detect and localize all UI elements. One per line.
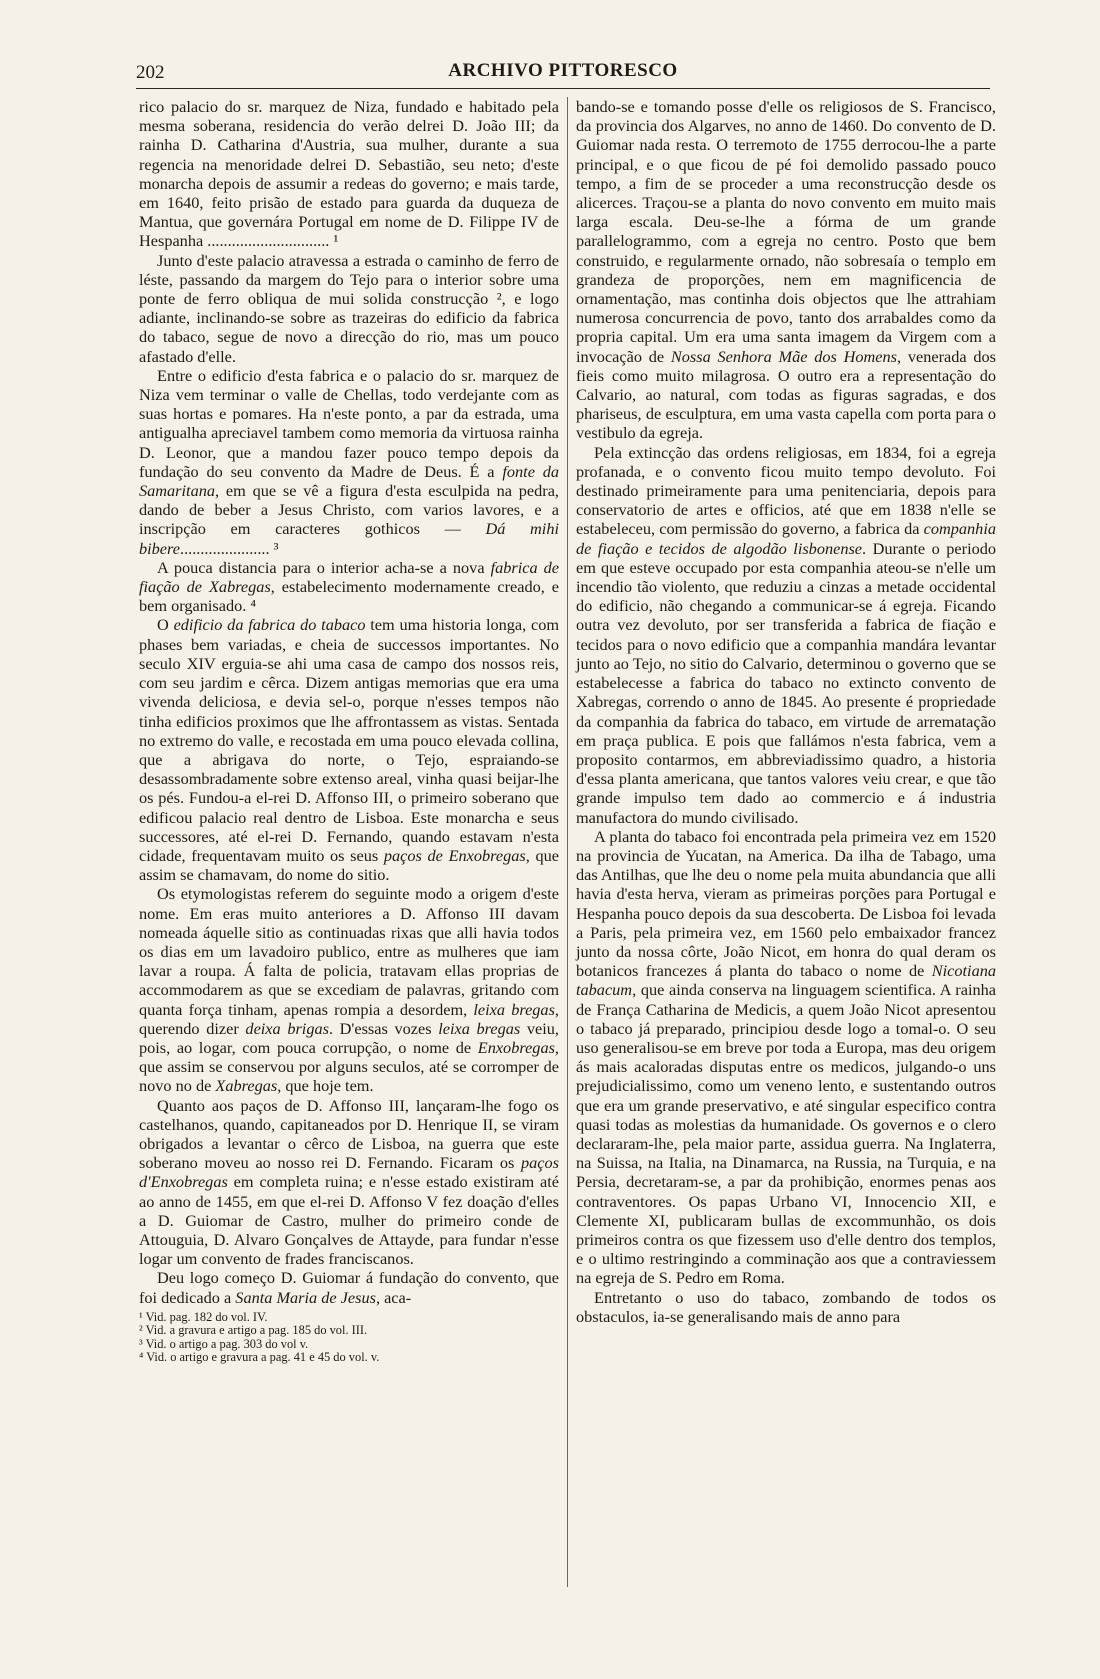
italic-term: leixa bregas <box>473 999 555 1019</box>
footnote: ³ Vid. o artigo a pag. 303 do vol v. <box>139 1336 309 1351</box>
paragraph: A pouca distancia para o interior acha-se a nova fabrica de fiação de Xabregas, estabelecimento modernamente creado, e bem organisado. ⁴ <box>139 557 559 616</box>
italic-term: fabrica de fiação de Xabregas <box>139 557 559 597</box>
paragraph: A planta do tabaco foi encontrada pela primeira vez em 1520 na provincia de Yucatan, na America. Da ilha de Tabago, uma das Antilhas, que lhe deu o nome pela muita abundancia que alli havia d'esta herva, vieram as primeiras porções para Portugal e Hespanha pouco depois da sua descoberta. De Lisboa foi levada a Paris, pela primeira vez, em 1560 pelo embaixador francez junto da nossa côrte, João Nicot, em honra do qual deram os botanicos francezes á planta do tabaco o nome de Nicotiana tabacum, que ainda conserva na linguagem scientifica. A rainha de França Catharina de Medicis, a quem João Nicot apresentou o tabaco já preparado, principiou desde logo a tomal-o. O seu uso generalisou-se em breve por toda a Europa, mas deu origem ás mais acaloradas disputas entre os medicos, julgando-o uns prejudicialissimo, como um veneno lento, e sustentando outros que era um grande preservativo, e até singular especifico contra quasi todas as molestias da humanidade. Os governos e o clero declararam-lhe, pela maior parte, assidua guerra. Na Inglaterra, na Suissa, na Italia, na Dinamarca, na Russia, na Turquia, e na Persia, decretaram-se, a par da prohibição, enormes penas aos contraventores. Os papas Urbano VI, Innocencio XII, e Clemente XI, publicaram bullas de excommunhão, os dois primeiros contra os que fizessem uso d'elle dentro dos templos, e o ultimo restringindo a comminação aos que a contraviessem na egreja de S. Pedro em Roma. <box>576 826 996 1288</box>
italic-term: Dá mihi bibere <box>139 519 559 558</box>
italic-term: Nicotiana tabacum <box>576 961 996 1000</box>
paragraph: rico palacio do sr. marquez de Niza, fundado e habitado pela mesma soberana, residencia do verão delrei D. João III; da rainha D. Catharina d'Austria, sua mulher, durante a sua regencia na menoridade delrei D. Sebastião, seu neto; d'este monarcha depois de assumir a redeas do governo; e mais tarde, em 1640, feito prisão de estado para guarda da duqueza de Mantua, que governára Portugal em nome de D. Filippe IV de Hespanha .............................. ¹ <box>139 97 559 251</box>
right-column <box>576 97 996 1326</box>
italic-term: companhia de fiação e tecidos de algodão lisbonense <box>576 519 996 558</box>
italic-term: deixa brigas <box>245 1018 329 1038</box>
paragraph: O edificio da fabrica do tabaco tem uma historia longa, com phases bem variadas, e cheia de successos importantes. No seculo XIV erguia-se ahi uma casa de campo dos nossos reis, com seu jardim e cêrca. Dizem antigas memorias que era uma vivenda deliciosa, e devia sel-o, porque n'esses tempos não tinha edificios proximos que lhe affrontassem as vistas. Sentada no extremo do valle, e recostada em uma pouco elevada collina, que a abrigava do norte, o Tejo, espraiando-se desassombradamente sobre extenso areal, vinha quasi beijar-lhe os pés. Fundou-a el-rei D. Affonso III, o primeiro soberano que edificou palacio real dentro de Lisboa. Este monarcha e seus successores, até el-rei D. Fernando, quando estavam n'esta cidade, frequentavam muito os seus paços de Enxobregas, que assim se chamavam, do nome do sitio. <box>139 615 560 885</box>
paragraph: bando-se e tomando posse d'elle os religiosos de S. Francisco, da provincia dos Algarves, no anno de 1460. Do convento de D. Guiomar nada resta. O terremoto de 1755 derrocou-lhe a parte principal, e o que ficou de pé foi demolido passado pouco tempo, a fim de se proceder a uma reconstrucção desde os alicerces. Traçou-se a planta do novo convento em muito mais larga escala. Deu-se-lhe a fórma de um grande parallelogrammo, com a egreja no centro. Posto que bem construido, e regularmente ornado, não sobresaía o templo em grandeza de proporções, nem em magnificencia de ornamentação, mas continha dois objectos que lhe attrahiam numerosa concurrencia de povo, tanto dos arrabaldes como da propria capital. Um era uma santa imagem da Virgem com a invocação de Nossa Senhora Mãe dos Homens, venerada dos fieis como muito milagrosa. O outro era a representação do Calvario, ao natural, com todas as figuras sagradas, e dos phariseus, de esculptura, em uma vasta capella com porta para o vestibulo da egreja. <box>576 97 997 443</box>
italic-term: Xabregas <box>215 1076 278 1096</box>
italic-term: Enxobregas <box>477 1037 555 1057</box>
paragraph: Quanto aos paços de D. Affonso III, lançaram-lhe fogo os castelhanos, quando, capitaneados por D. Henrique II, se viram obrigados a levantar o cêrco de Lisboa, na guerra que este soberano moveu ao nosso rei D. Fernando. Ficaram os paços d'Enxobregas em completa ruina; e n'esse estado existiram até ao anno de 1455, em que el-rei D. Affonso V fez doação d'elles a D. Guiomar de Castro, mulher do primeiro conde de Attouguia, D. Alvaro Gonçalves de Attayde, para fundar n'esse logar um convento de frades franciscanos. <box>139 1095 559 1269</box>
italic-term: leixa bregas <box>438 1018 521 1038</box>
italic-term: fonte da Samaritana <box>139 461 560 501</box>
paragraph: Entre o edificio d'esta fabrica e o palacio do sr. marquez de Niza vem terminar o valle de Chellas, todo verdejante com as suas hortas e pomares. Ha n'este ponto, a par da estrada, uma antigualha apreciavel tambem como memoria da virtuosa rainha D. Leonor, que a mandou fazer pouco tempo depois da fundação do seu convento da Madre de Deus. É a fonte da Samaritana, em que se vê a figura d'esta esculpida na pedra, dando de beber a Jesus Christo, com varios lavores, e a inscripção em caracteres gothicos — Dá mihi bibere...................... ³ <box>139 365 560 558</box>
paragraph: Pela extincção das ordens religiosas, em 1834, foi a egreja profanada, e o convento ficou muito tempo devoluto. Foi destinado primeiramente para uma penitenciaria, depois para conservatorio de artes e officios, até que em 1838 n'elle se estabeleceu, com permissão do governo, a fabrica da companhia de fiação e tecidos de algodão lisbonense. Durante o periodo em que esteve occupado por esta companhia ateou-se n'elle um incendio tão violento, que reduziu a cinzas a metade occidental do edificio, não chegando a communicar-se á egreja. Ficando outra vez devoluto, por ser transferida a fabrica de fiação e tecidos para o novo edificio que a companhia mandára levantar junto ao Tejo, no sitio do Calvario, determinou o governo que se estabelecesse a fabrica do tabaco no extincto convento de Xabregas, correndo o anno de 1845. Ao presente é propriedade da companhia da fabrica do tabaco, em virtude de arrematação em praça publica. E pois que fallámos n'esta fabrica, vem a proposito contarmos, em abbreviadissimo quadro, a historia d'essa planta americana, que tantos valores veiu crear, e que tão grande impulso tem dado ao commercio e á industria manufactora do mundo civilisado. <box>576 442 997 827</box>
footnote: ¹ Vid. pag. 182 do vol. IV. <box>139 1309 268 1324</box>
italic-term: paços de Enxobregas <box>383 845 526 865</box>
left-column <box>139 97 559 1364</box>
italic-term: edificio da fabrica do tabaco <box>173 615 366 635</box>
paragraph: Deu logo começo D. Guiomar á fundação do convento, que foi dedicado a Santa Maria de Jesus, aca- <box>139 1268 559 1307</box>
footnotes <box>139 1311 559 1365</box>
footnote: ² Vid. a gravura e artigo a pag. 185 do vol. III. <box>139 1323 368 1338</box>
column-divider <box>567 97 568 1587</box>
page-number: 202 <box>136 62 165 83</box>
footnote: ⁴ Vid. o artigo e gravura a pag. 41 e 45 do vol. v. <box>139 1350 380 1365</box>
page-header <box>136 58 990 89</box>
italic-term: Santa Maria de Jesus <box>235 1287 376 1307</box>
paragraph: Junto d'este palacio atravessa a estrada o caminho de ferro de léste, passando da margem do Tejo para o interior sobre uma ponte de ferro obliqua de mui solida construcção ², e logo adiante, inclinando-se sobre as trazeiras do edificio da fabrica do tabaco, segue de novo a direcção do rio, mas um pouco afastado d'elle. <box>139 250 559 366</box>
paragraph: Entretanto o uso do tabaco, zombando de todos os obstaculos, ia-se generalisando mais de anno para <box>576 1287 996 1326</box>
italic-term: Nossa Senhora Mãe dos Homens <box>670 346 898 366</box>
italic-term: paços d'Enxobregas <box>139 1153 559 1192</box>
running-title: ARCHIVO PITTORESCO <box>448 60 678 81</box>
paragraph: Os etymologistas referem do seguinte modo a origem d'este nome. Em eras muito anteriores a D. Affonso III davam nomeada áquelle sitio as continuadas rixas que alli havia todos os dias em um lavadoiro publico, entre as mulheres que iam lavar a roupa. Á falta de policia, tratavam ellas proprias de accommodarem as que se excediam de palavras, gritando com quanta força tinham, apenas rompia a desordem, leixa bregas, querendo dizer deixa brigas. D'essas vozes leixa bregas veiu, pois, ao logar, com pouca corrupção, o nome de Enxobregas, que assim se conservou por alguns seculos, até se corromper de novo no de Xabregas, que hoje tem. <box>139 884 559 1096</box>
